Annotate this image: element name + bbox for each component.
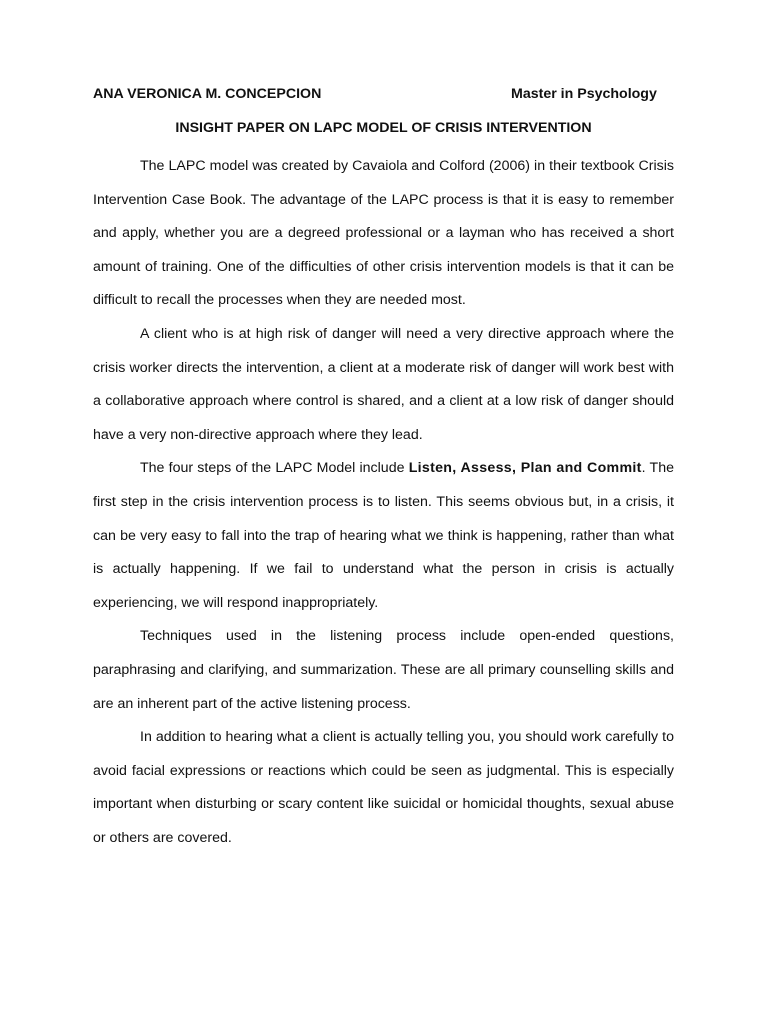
paragraph-rest-text: . The first step in the crisis intervention process is to listen. This seems obvious but, in a crisis, it can be very easy to fall into the trap of hearing what we think is happening, rather than what is actually happening. If we fail to understand what the person in crisis is actually experiencing, we will respond inappropriately. <box>93 460 674 611</box>
paragraph: Techniques used in the listening process include open-ended questions, paraphrasing and clarifying, and summarization. These are all primary counselling skills and are an inherent part of the active listening process. <box>93 628 674 712</box>
author-name: ANA VERONICA M. CONCEPCION <box>93 86 322 102</box>
paragraph <box>93 452 674 620</box>
document-body <box>93 150 674 855</box>
degree-program: Master in Psychology <box>511 86 657 102</box>
document-title: INSIGHT PAPER ON LAPC MODEL OF CRISIS INTERVENTION <box>175 120 592 136</box>
paragraph: A client who is at high risk of danger will need a very directive approach where the crisis worker directs the intervention, a client at a moderate risk of danger will work best with a collaborative approach where control is shared, and a client at a low risk of danger should have a very non-directive approach where they lead. <box>93 325 674 443</box>
paragraph: In addition to hearing what a client is actually telling you, you should work carefully to avoid facial expressions or reactions which could be seen as judgmental. This is especially important when disturbing or scary content like suicidal or homicidal thoughts, sexual abuse or others are covered. <box>93 729 674 846</box>
lapc-steps-bold-text: Listen, Assess, Plan and Commit <box>408 460 642 477</box>
paragraph: The LAPC model was created by Cavaiola and Colford (2006) in their textbook Crisis Intervention Case Book. The advantage of the LAPC process is that it is easy to remember and apply, whether you are a degreed professional or a layman who has received a short amount of training. One of the difficulties of other crisis intervention models is that it can be difficult to recall the processes when they are needed most. <box>93 158 674 309</box>
document-header <box>93 86 674 106</box>
paragraph-lead-text: The four steps of the LAPC Model include <box>140 460 409 477</box>
